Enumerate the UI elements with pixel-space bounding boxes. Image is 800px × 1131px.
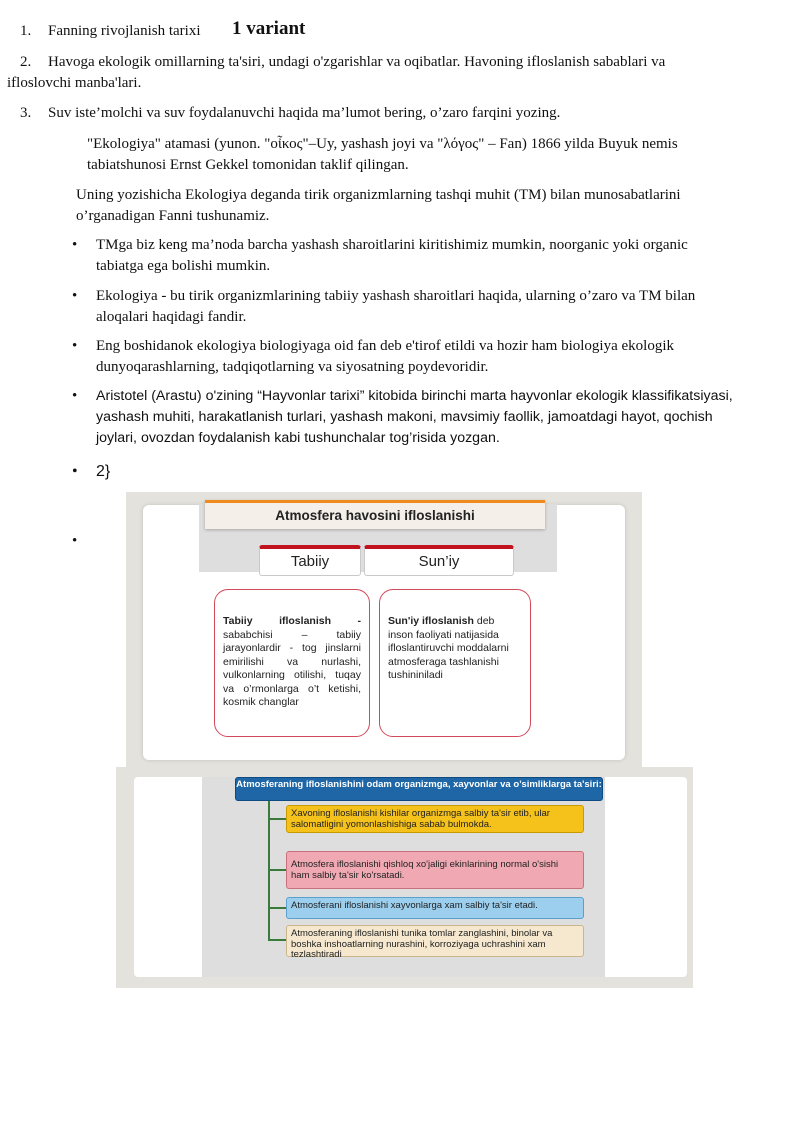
variant-title: 1 variant: [232, 18, 306, 39]
air-pollution-diagram: [126, 492, 642, 768]
diagram-title: Atmosfera havosini ifloslanishi: [205, 500, 545, 529]
effect-text: Atmosferani ifloslanishi xayvonlarga xam salbiy ta'sir etadi.: [291, 900, 538, 911]
question-number: 1.: [20, 23, 32, 39]
intro-line: "Ekologiya" atamasi (yunon. "οἶκος"–Uy, yashash joyi va "λόγος" – Fan) 1866 yilda Buyuk nemis: [87, 136, 678, 152]
bullet-item: [72, 461, 296, 482]
definition-paragraph: [76, 185, 786, 227]
bullet-dot: •: [72, 288, 78, 304]
effect-item-animals: [286, 897, 584, 919]
bullet-item: [72, 235, 786, 277]
bullet-item: [72, 286, 786, 328]
question-number: 3.: [20, 105, 32, 121]
tree-branch: [268, 869, 286, 871]
question-2: [7, 52, 790, 94]
bullet-dot: •: [72, 338, 78, 354]
natural-pollution-box: [214, 589, 370, 737]
question-3: [20, 103, 780, 124]
pollution-effects-diagram: [116, 767, 693, 988]
tree-branch: [268, 907, 286, 909]
tree-branch: [268, 939, 286, 941]
bullet-text: Aristotel (Arastu) o'zining “Hayvonlar tarixi” kitobida birinchi marta hayvonlar ekologik klassifikatsiyasi,: [96, 388, 733, 404]
artificial-pollution-box: [379, 589, 531, 737]
question-number: 2.: [20, 54, 32, 70]
tree-branch: [268, 818, 286, 820]
intro-paragraph: [87, 134, 787, 176]
intro-line: tabiatshunosi Ernst Gekkel tomonidan taklif qilingan.: [87, 157, 409, 173]
box-text: sababchisi – tabiiy jarayonlardir - tog jinslarni emirilishi va nurlashi, vulkonlarning otilishi, tuqay va o’rmonlarga o’t ketishi, kosmik changlar: [223, 628, 361, 708]
bullet-item: [72, 386, 786, 449]
bullet-text: tabiatga ega bolishi mumkin.: [96, 258, 271, 274]
box-heading: Tabiiy ifloslanish -: [223, 615, 361, 627]
bullet-dot: •: [72, 388, 78, 404]
effect-text: Atmosferaning ifloslanishi tunika tomlar zanglashini, binolar va boshka inshoatlarning nurashini, korroziyaga uchrashini xam tezlashtiradi: [291, 928, 553, 960]
effect-item-buildings: [286, 925, 584, 960]
box-heading: Sun'iy ifloslanish: [388, 615, 474, 627]
bullet-dot: •: [72, 533, 78, 549]
bullet-text: yashash muhiti, harakatlanish turlari, yashash makoni, mavsimiy faollik, jamoatdagi hayot, qochish: [96, 409, 713, 425]
question-text-cont: ifloslovchi manba'lari.: [7, 75, 142, 91]
effect-text: Atmosfera ifloslanishi qishloq xo'jaligi ekinlarining normal o'sishi ham salbiy ta'sir ko'rsatadi.: [291, 859, 559, 881]
bullet-text: TMga biz keng ma’noda barcha yashash sharoitlarini kiritishimiz mumkin, noorganic yoki organic: [96, 237, 688, 253]
tree-connector: [268, 801, 270, 941]
question-text: Suv iste’molchi va suv foydalanuvchi haqida ma’lumot bering, o’zaro farqini yozing.: [48, 105, 561, 121]
bullet-text: Eng boshidanok ekologiya biologiyaga oid fan deb e'tirof etildi va hozir ham biologiya ekologik: [96, 338, 674, 354]
bullet-text: Ekologiya - bu tirik organizmlarining tabiiy yashash sharoitlari haqida, ularning o’zaro va TM bilan: [96, 288, 696, 304]
bullet-text: aloqalari haqidagi fandir.: [96, 309, 247, 325]
question-text: Fanning rivojlanish tarixi: [48, 23, 201, 39]
bullet-text: 2}: [96, 463, 111, 480]
bullet-item: [72, 336, 786, 378]
effect-item-humans: [286, 805, 584, 833]
question-1: [20, 21, 780, 42]
bullet-dot: •: [72, 237, 78, 253]
effect-item-agriculture: [286, 851, 584, 889]
definition-line: o’rganadigan Fanni tushunamiz.: [76, 208, 270, 224]
bullet-text: joylari, ovozdan foydalanish kabi tushunchalar tog’risida yozgan.: [96, 430, 500, 446]
category-natural: Tabiiy: [259, 545, 361, 576]
effect-text: Xavoning ifloslanishi kishilar organizmga salbiy ta'sir etib, ular salomatligini yomonlashishiga sabab bulmokda.: [291, 808, 550, 830]
question-text: Havoga ekologik omillarning ta'siri, undagi o'zgarishlar va oqibatlar. Havoning ifloslanish sabablari va: [48, 54, 666, 70]
category-artificial: Sun’iy: [364, 545, 514, 576]
bullet-dot: •: [72, 463, 78, 480]
definition-line: Uning yozishicha Ekologiya deganda tirik organizmlarning tashqi muhit (TM) bilan munosabatlarini: [76, 187, 681, 203]
bullet-text: dunyoqarashlarning, tadqiqotlarning va siyosatning poydevoridir.: [96, 359, 489, 375]
diagram-header: Atmosferaning ifloslanishini odam organizmga, xayvonlar va o’simliklarga ta'siri:: [235, 777, 603, 801]
box-text: deb inson faoliyati natijasida ifloslantiruvchi moddalarni atmosferaga tashlanishi tushininiladi: [388, 615, 509, 681]
